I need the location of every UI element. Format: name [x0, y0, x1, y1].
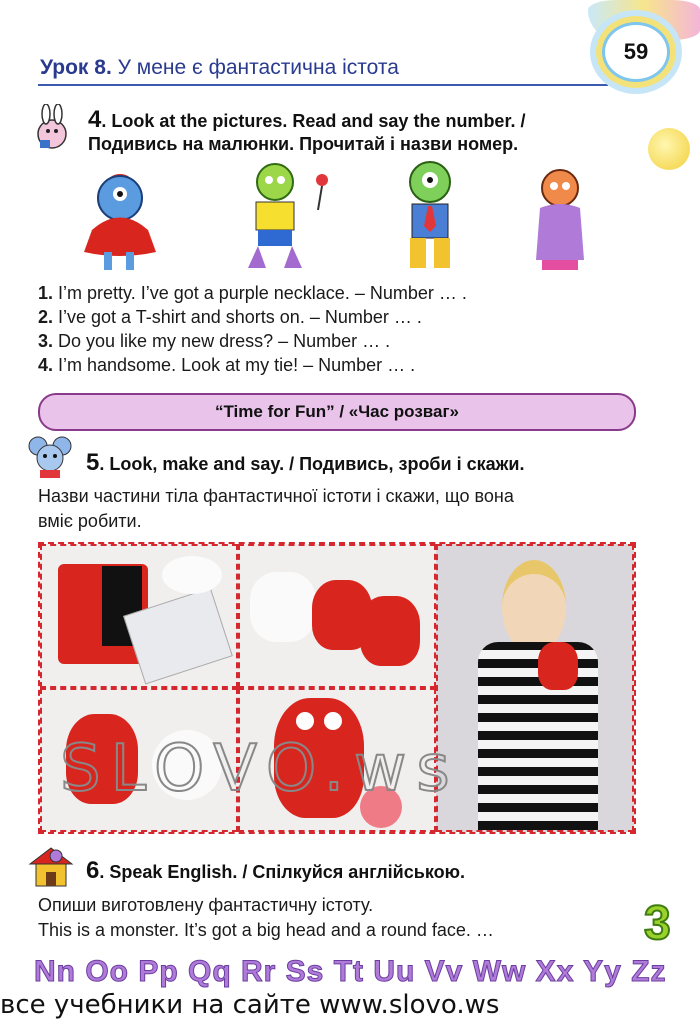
unit-number: 3 — [644, 897, 671, 950]
ex4-item — [38, 355, 415, 376]
mouse-icon — [26, 434, 74, 480]
ex4-item-text: Do you like my new dress? – Number … . — [53, 331, 391, 351]
ex5-description: вміє робити. — [38, 511, 142, 531]
ex6-title-text: . Speak English. / Спілкуйся англійською. — [99, 862, 465, 882]
time-for-fun-banner: “Time for Fun” / «Час розваг» — [38, 393, 636, 431]
lesson-name: У мене є фантастична істота — [117, 56, 399, 79]
ex4-item-number: 4. — [38, 355, 54, 375]
ex4-item — [38, 283, 467, 304]
ex4-number: 4 — [88, 106, 102, 133]
ex4-item-text: I’ve got a T-shirt and shorts on. – Number … . — [53, 307, 422, 327]
page-number: 59 — [602, 22, 670, 82]
bunny-icon — [32, 104, 72, 150]
ex6-title — [86, 857, 465, 885]
ex4-item-number: 3. — [38, 331, 54, 351]
ex4-title-uk: Подивись на малюнки. Прочитай і назви номер. — [88, 134, 519, 154]
girl-photo — [436, 544, 634, 832]
ex4-item-text: I’m handsome. Look at my tie! – Number … . — [53, 355, 416, 375]
ex4-item-number: 2. — [38, 307, 54, 327]
ex4-item — [38, 307, 422, 328]
ex6-number: 6 — [86, 857, 100, 884]
lesson-label: Урок 8. — [40, 56, 112, 79]
ex4-item-number: 1. — [38, 283, 54, 303]
footer-watermark: все учебники на сайте www.slovo.ws — [0, 990, 500, 1020]
ex4-item-text: I’m pretty. I’ve got a purple necklace. – Number … . — [53, 283, 467, 303]
ex6-line: Опиши виготовлену фантастичну істоту. — [38, 895, 374, 915]
lesson-title — [40, 56, 399, 80]
ex5-description: Назви частини тіла фантастичної істоти і скажи, що вона — [38, 486, 514, 506]
snail-house-icon — [26, 842, 76, 890]
watermark: SLOVO.ws — [60, 732, 460, 806]
creatures-illustration — [60, 160, 620, 278]
header-divider — [38, 84, 608, 86]
ex4-title — [88, 106, 525, 134]
ex6-line: This is a monster. It’s got a big head and a round face. … — [38, 920, 494, 940]
ex5-title — [86, 449, 524, 477]
craft-photo — [40, 544, 238, 688]
ex4-title-en: . Look at the pictures. Read and say the number. / — [101, 111, 526, 131]
craft-photo — [238, 544, 436, 688]
ex5-number: 5 — [86, 449, 100, 476]
alphabet-strip: Nn Oo Pp Qq Rr Ss Tt Uu Vv Ww Xx Yy Zz — [34, 955, 667, 988]
ex5-title-text: . Look, make and say. / Подивись, зроби і скажи. — [99, 454, 525, 474]
ex4-item — [38, 331, 390, 352]
bubble-decoration — [648, 128, 690, 170]
